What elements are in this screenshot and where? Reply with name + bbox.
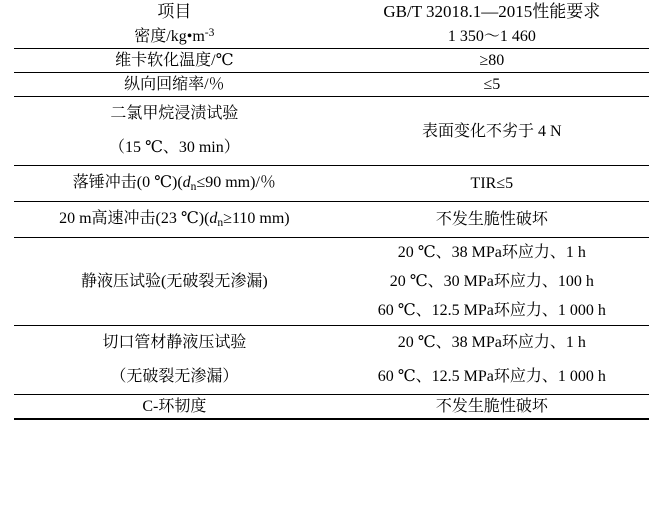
row-item-dichloromethane (14, 97, 335, 166)
row-value-notched-hydrostatic-line1: 20 ℃、38 MPa环应力、1 h (397, 334, 586, 352)
row-value-hydrostatic (335, 237, 649, 326)
row-item-high-speed-impact (14, 201, 335, 237)
row-item-c-ring: C-环韧度 (14, 395, 335, 420)
table-row (14, 49, 649, 73)
row-item-falling-weight-symbol: d (182, 174, 191, 192)
table-row (14, 73, 649, 97)
column-header-requirement: GB/T 32018.1—2015性能要求 (383, 2, 601, 21)
row-item-falling-weight-suffix: ≤90 mm)/％ (196, 174, 276, 192)
row-value-hydrostatic-line2: 20 ℃、30 MPa环应力、100 h (389, 272, 594, 290)
row-value-falling-weight: TIR≤5 (335, 166, 649, 202)
row-item-falling-weight-prefix: 落锤冲击(0 ℃)( (72, 174, 183, 192)
row-value-vicat: ≥80 (335, 49, 649, 73)
column-header-item: 项目 (157, 2, 192, 21)
row-item-shrinkage: 纵向回缩率/％ (14, 73, 335, 97)
table-row (14, 237, 649, 326)
row-item-density-exponent: -3 (204, 26, 215, 39)
table-row (14, 166, 649, 202)
specification-table (14, 0, 649, 420)
row-item-notched-hydrostatic-line1: 切口管材静液压试验 (102, 334, 247, 352)
table-row (14, 395, 649, 420)
table-row (14, 201, 649, 237)
row-item-high-speed-impact-symbol: d (209, 209, 218, 227)
row-value-notched-hydrostatic-line2: 60 ℃、12.5 MPa环应力、1 000 h (377, 368, 606, 386)
row-item-vicat: 维卡软化温度/℃ (14, 49, 335, 73)
table-row (14, 326, 649, 395)
row-value-density: 1 350～1 460 (335, 25, 649, 49)
row-value-hydrostatic-line1: 20 ℃、38 MPa环应力、1 h (397, 243, 586, 261)
row-item-dichloromethane-line1: 二氯甲烷浸渍试验 (110, 105, 239, 123)
row-value-hydrostatic-line3: 60 ℃、12.5 MPa环应力、1 000 h (377, 301, 606, 319)
table-row (14, 25, 649, 49)
table-row (14, 97, 649, 166)
row-value-shrinkage: ≤5 (335, 73, 649, 97)
row-item-density (14, 25, 335, 49)
row-item-hydrostatic: 静液压试验(无破裂无渗漏) (14, 237, 335, 326)
row-item-high-speed-impact-suffix: ≥110 mm) (223, 209, 290, 227)
row-value-c-ring: 不发生脆性破坏 (335, 395, 649, 420)
row-value-dichloromethane: 表面变化不劣于 4 N (335, 97, 649, 166)
row-item-notched-hydrostatic-line2: （无破裂无渗漏） (110, 368, 239, 386)
row-value-notched-hydrostatic (335, 326, 649, 395)
row-item-high-speed-impact-subscript: n (217, 216, 224, 229)
row-item-falling-weight-subscript: n (190, 181, 197, 194)
row-value-high-speed-impact: 不发生脆性破坏 (335, 201, 649, 237)
row-item-dichloromethane-line2: （15 ℃、30 min） (108, 139, 240, 157)
row-item-density-text: 密度/kg•m (134, 27, 205, 45)
row-item-falling-weight (14, 166, 335, 202)
row-item-high-speed-impact-prefix: 20 m高速冲击(23 ℃)( (59, 209, 210, 227)
table-header-row (14, 0, 649, 25)
row-item-notched-hydrostatic (14, 326, 335, 395)
